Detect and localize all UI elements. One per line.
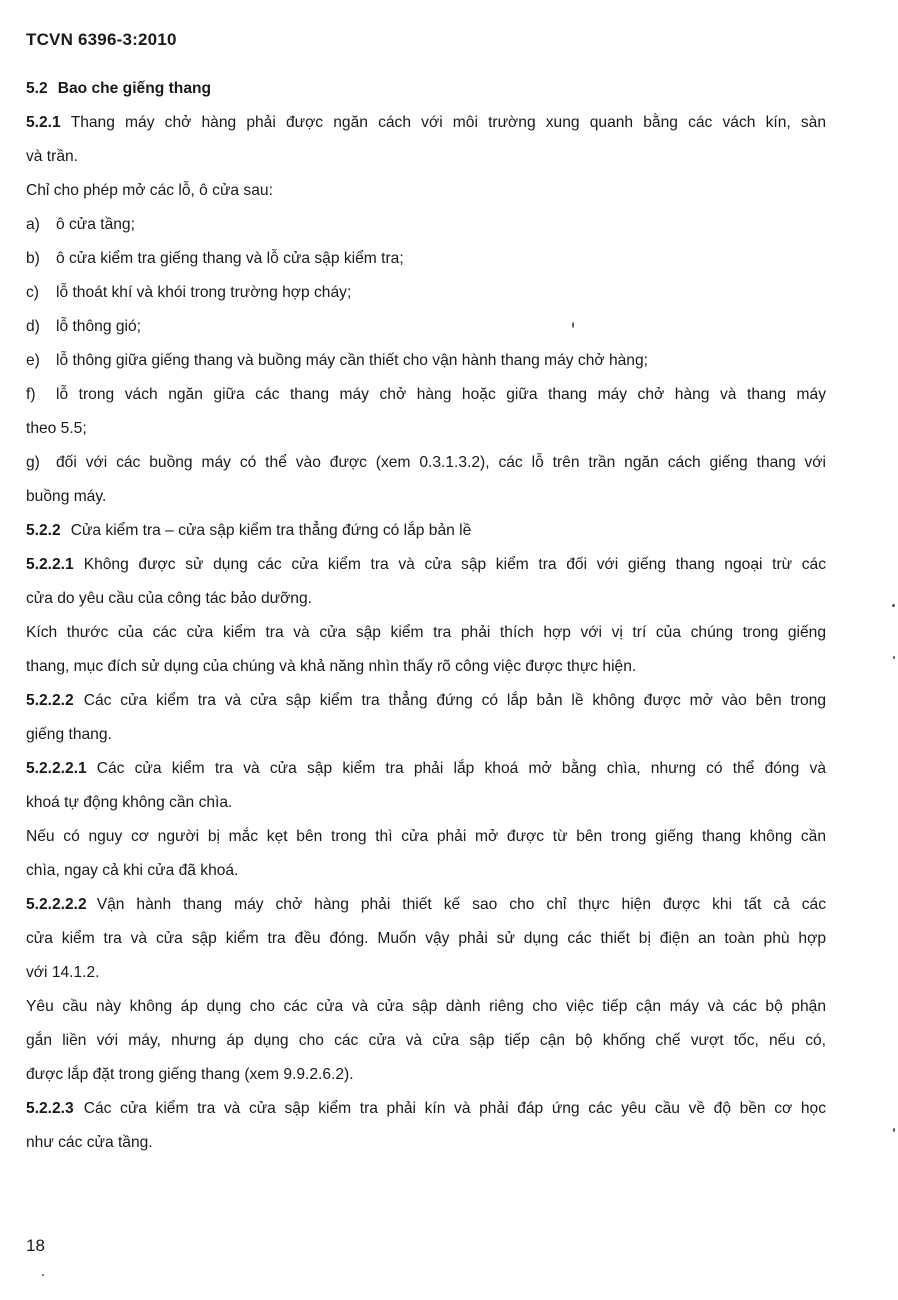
clause-number: 5.2.2.2.1 — [26, 760, 87, 777]
paragraph-5-2-2-2-2-line-1: 5.2.2.2.2 Vận hành thang máy chở hàng phải thiết kế sao cho chỉ thực hiện được khi tất cả các — [26, 896, 826, 913]
paragraph-5-2-2-3-line-2: như các cửa tầng. — [26, 1134, 153, 1151]
list-item-c: c) lỗ thoát khí và khói trong trường hợp cháy; — [26, 276, 826, 310]
list-item-f-continuation: theo 5.5; — [26, 420, 87, 437]
section-number: 5.2 — [26, 80, 48, 97]
list-letter: f) — [26, 386, 36, 403]
scan-speck — [42, 1274, 44, 1276]
paragraph-5-2-2-3-line-1: 5.2.2.3 Các cửa kiểm tra và cửa sập kiểm tra phải kín và phải đáp ứng các yêu cầu về độ bền cơ học — [26, 1100, 826, 1117]
clause-number: 5.2.2.3 — [26, 1100, 74, 1117]
section-title: Cửa kiểm tra – cửa sập kiểm tra thẳng đứng có lắp bản lề — [70, 522, 472, 539]
paragraph-5-2-2-2-2-p2-line-3: được lắp đặt trong giếng thang (xem 9.9.2.6.2). — [26, 1066, 354, 1083]
list-item-g: g) đối với các buồng máy có thể vào được (xem 0.3.1.3.2), các lỗ trên trần ngăn cách giếng thang với — [26, 446, 826, 480]
list-item-g-continuation: buồng máy. — [26, 488, 107, 505]
paragraph-5-2-1-line-2: và trần. — [26, 148, 79, 165]
scan-speck — [893, 656, 895, 659]
paragraph-5-2-2-2-line-1: 5.2.2.2 Các cửa kiểm tra và cửa sập kiểm tra thẳng đứng có lắp bản lề không được mở vào bên trong — [26, 692, 826, 709]
list-letter: g) — [26, 454, 40, 471]
paragraph-5-2-2-1-p2-line-1: Kích thước của các cửa kiểm tra và cửa sập kiểm tra phải thích hợp với vị trí của chúng trong giếng — [26, 624, 826, 641]
scan-speck — [892, 604, 895, 607]
scan-speck — [893, 1128, 895, 1132]
list-letter: c) — [26, 284, 39, 301]
paragraph-5-2-2-2-1-line-2: khoá tự động không cần chìa. — [26, 794, 233, 811]
list-item-d: d) lỗ thông gió; — [26, 310, 826, 344]
section-heading-5-2 — [26, 72, 826, 106]
paragraph-5-2-2-2-2-line-2: cửa kiểm tra và cửa sập kiểm tra đều đóng. Muốn vậy phải sử dụng các thiết bị điện an toàn phù hợp — [26, 930, 826, 947]
clause-number: 5.2.2.2 — [26, 692, 74, 709]
scan-speck — [572, 322, 574, 328]
list-letter: d) — [26, 318, 40, 335]
paragraph-5-2-2-2-2-p2-line-2: gắn liền với máy, nhưng áp dụng cho các cửa và cửa sập tiếp cận bộ khống chế vượt tốc, nếu có, — [26, 1032, 826, 1049]
paragraph-5-2-1-line-1: 5.2.1 Thang máy chở hàng phải được ngăn cách với môi trường xung quanh bằng các vách kín, sàn — [26, 114, 826, 131]
list-item-a: a) ô cửa tầng; — [26, 208, 826, 242]
section-heading-5-2-2 — [26, 514, 826, 548]
clause-number: 5.2.1 — [26, 114, 61, 131]
document-body — [26, 72, 826, 1160]
clause-number: 5.2.2.1 — [26, 556, 74, 573]
clause-number: 5.2.2.2.2 — [26, 896, 87, 913]
standard-id-header: TCVN 6396-3:2010 — [26, 30, 177, 49]
list-letter: e) — [26, 352, 40, 369]
list-item-e: e) lỗ thông giữa giếng thang và buồng máy cần thiết cho vận hành thang máy chở hàng; — [26, 344, 826, 378]
openings-intro: Chỉ cho phép mở các lỗ, ô cửa sau: — [26, 182, 273, 199]
paragraph-5-2-2-1-p2-line-2: thang, mục đích sử dụng của chúng và khả năng nhìn thấy rõ công việc được thực hiện. — [26, 658, 637, 675]
page-number: 18 — [26, 1236, 45, 1255]
paragraph-5-2-2-1-line-2: cửa do yêu cầu của công tác bảo dưỡng. — [26, 590, 312, 607]
paragraph-5-2-2-2-1-p2-line-1: Nếu có nguy cơ người bị mắc kẹt bên trong thì cửa phải mở được từ bên trong giếng thang không cần — [26, 828, 826, 845]
paragraph-5-2-2-2-1-line-1: 5.2.2.2.1 Các cửa kiểm tra và cửa sập kiểm tra phải lắp khoá mở bằng chìa, nhưng có thể đóng và — [26, 760, 826, 777]
list-item-f: f) lỗ trong vách ngăn giữa các thang máy chở hàng hoặc giữa thang máy chở hàng và thang máy — [26, 378, 826, 412]
section-number: 5.2.2 — [26, 522, 61, 539]
paragraph-5-2-2-2-2-p2-line-1: Yêu cầu này không áp dụng cho các cửa và cửa sập dành riêng cho việc tiếp cận máy và các bộ phận — [26, 998, 826, 1015]
section-title: Bao che giếng thang — [57, 80, 212, 97]
list-letter: a) — [26, 216, 40, 233]
paragraph-5-2-2-2-1-p2-line-2: chìa, ngay cả khi cửa đã khoá. — [26, 862, 239, 879]
paragraph-5-2-2-2-2-line-3: với 14.1.2. — [26, 964, 100, 981]
list-item-b: b) ô cửa kiểm tra giếng thang và lỗ cửa sập kiểm tra; — [26, 242, 826, 276]
paragraph-5-2-2-2-line-2: giếng thang. — [26, 726, 112, 743]
paragraph-5-2-2-1-line-1: 5.2.2.1 Không được sử dụng các cửa kiểm tra và cửa sập kiểm tra đối với giếng thang ngoại trừ các — [26, 556, 826, 573]
list-letter: b) — [26, 250, 40, 267]
